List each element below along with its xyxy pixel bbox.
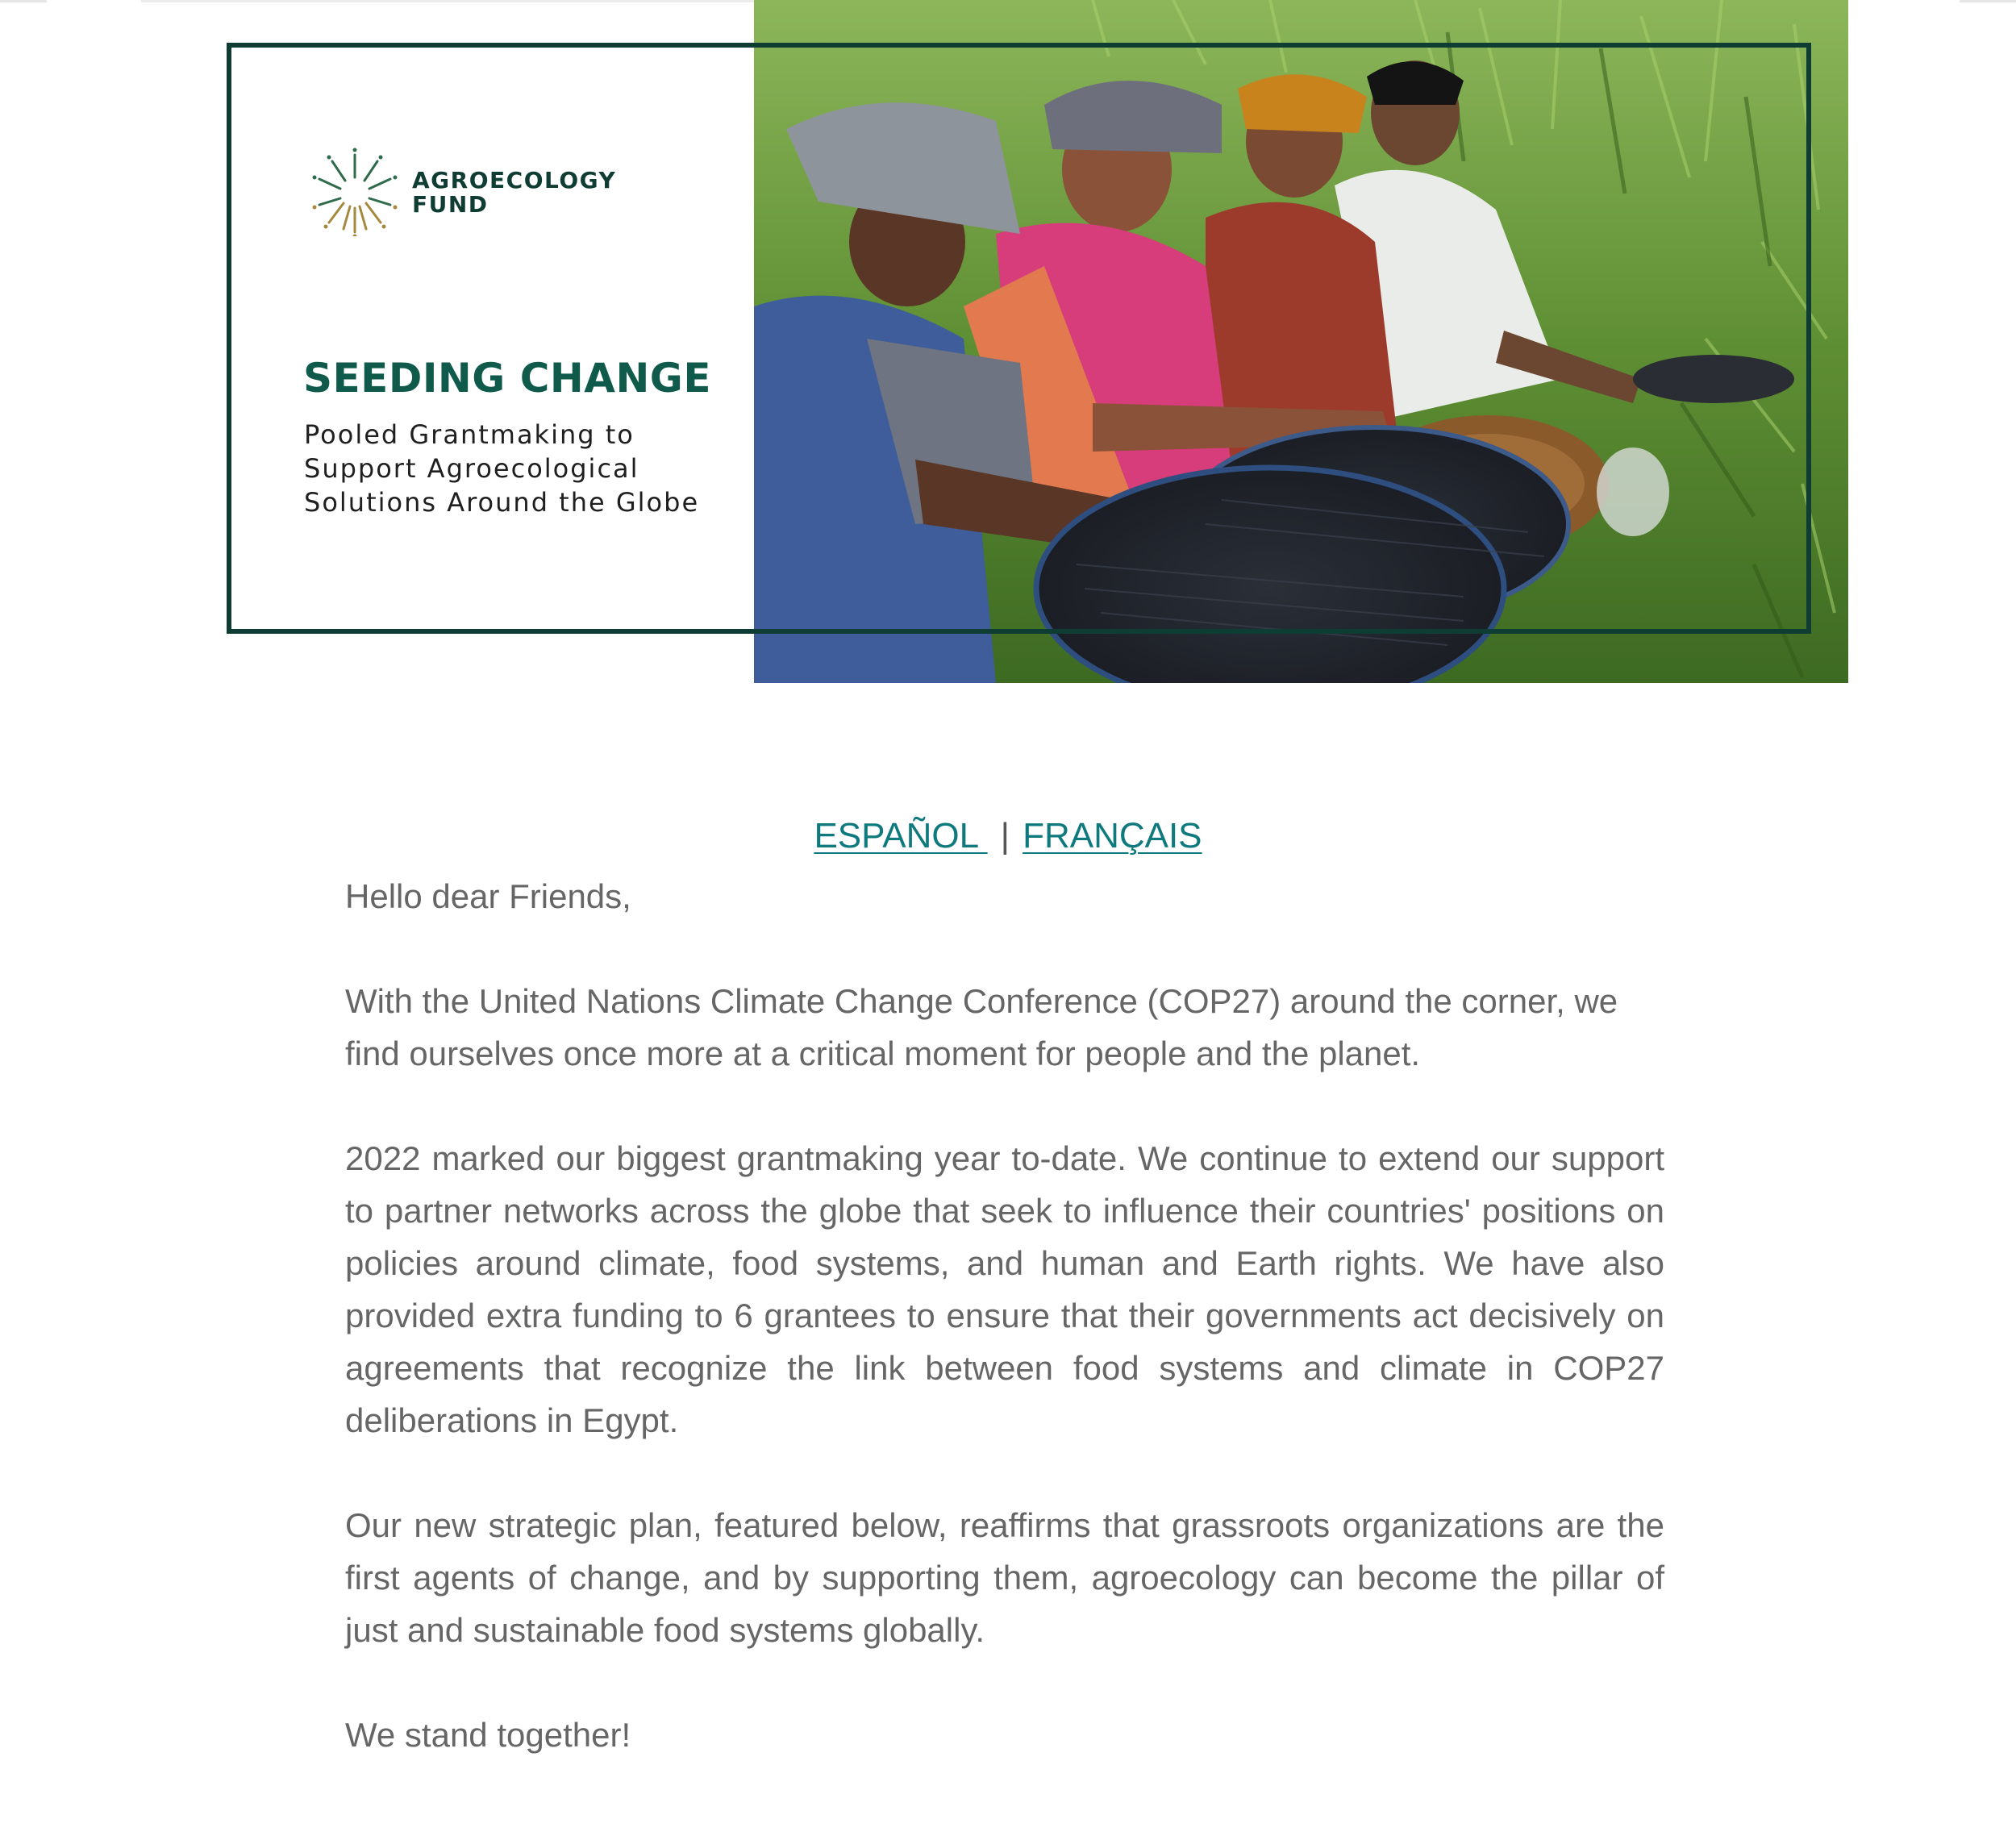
french-link[interactable]: FRANÇAIS — [1023, 816, 1202, 856]
spanish-link[interactable]: ESPAÑOL — [814, 816, 988, 856]
language-separator: | — [1000, 816, 1010, 856]
banner-subtitle-line: Pooled Grantmaking to — [304, 419, 635, 450]
logo-line-1: AGROECOLOGY — [412, 167, 617, 194]
banner-photo — [754, 0, 1848, 683]
banner-subtitle — [304, 418, 723, 519]
paragraph-strategic-plan: Our new strategic plan, featured below, reaffirms that grassroots organizations are the first agents of change, and by supporting them, agroecology can become the pillar of just and sustainable food systems globally. — [345, 1506, 1664, 1649]
greeting: Hello dear Friends, — [345, 877, 631, 915]
banner-subtitle-line: Solutions Around the Globe — [304, 487, 700, 518]
language-links — [0, 816, 2016, 856]
newsletter-body — [345, 870, 1664, 1813]
sunburst-logo-icon — [310, 148, 399, 236]
logo-wordmark — [412, 169, 616, 217]
paragraph-grantmaking: 2022 marked our biggest grantmaking year to-date. We continue to extend our support to partner networks across the globe that seek to influence their countries' positions on policies around climate, food systems, and human and Earth rights. We have also provided extra funding to 6 grantees to ensure that their governments act decisively on agreements that recognize the link between food systems and climate in COP27 deliberations in Egypt. — [345, 1139, 1664, 1439]
closing-line: We stand together! — [345, 1716, 631, 1754]
paragraph-cop27-intro: With the United Nations Climate Change Conference (COP27) around the corner, we find ourselves once more at a critical moment for people and the planet. — [345, 982, 1618, 1072]
banner-subtitle-line: Support Agroecological — [304, 453, 639, 484]
agroecology-fund-logo[interactable] — [310, 148, 617, 236]
header-banner — [0, 0, 2016, 685]
photo-women-winnowing-baskets-in-field-icon — [754, 0, 1848, 683]
logo-line-2: FUND — [412, 191, 489, 218]
banner-title: SEEDING CHANGE — [303, 355, 711, 402]
